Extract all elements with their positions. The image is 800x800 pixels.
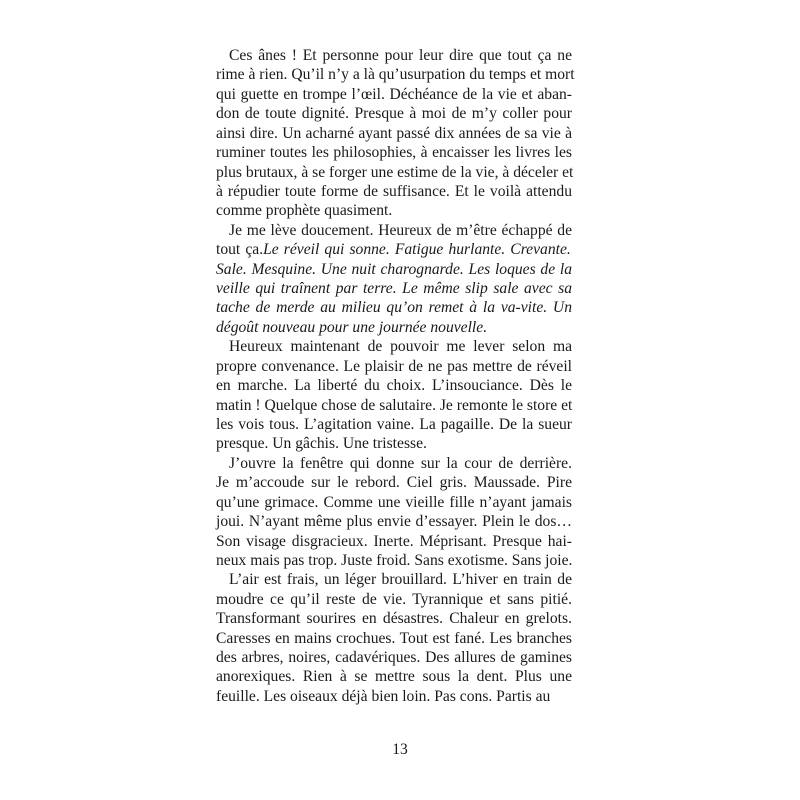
- text-line: [0, 163, 800, 183]
- text-segment: qu’une grimace. Comme une vieille fille n’ayant jamais: [216, 493, 572, 511]
- text-segment: Ces ânes ! Et personne pour leur dire que tout ça ne: [229, 47, 572, 64]
- text-line: [0, 434, 800, 454]
- text-segment: Je me lève doucement. Heureux de m’être échappé de: [229, 221, 572, 239]
- text-line: [0, 124, 800, 144]
- text-line: [0, 473, 800, 493]
- text-segment: à répudier toute forme de suffisance. Et le voilà attendu: [216, 182, 572, 200]
- text-segment: presque. Un gâchis. Une tristesse.: [216, 435, 427, 453]
- text-line: [0, 65, 800, 85]
- text-line: [0, 318, 800, 338]
- text-line: [0, 337, 800, 357]
- text-line: [0, 298, 800, 318]
- text-line: [0, 201, 800, 221]
- text-segment: tout ça.: [216, 241, 264, 259]
- text-segment: moudre ce qu’il reste de vie. Tyrannique et sans pitié.: [216, 590, 572, 608]
- text-line: [0, 104, 800, 124]
- text-line: [0, 532, 800, 552]
- text-segment: qui guette en trompe l’œil. Déchéance de la vie et aban-: [216, 85, 572, 103]
- italic-text-segment: veille qui traînent par terre. Le même slip sale avec sa: [216, 280, 572, 298]
- text-segment: J’ouvre la fenêtre qui donne sur la cour de derrière.: [229, 454, 572, 472]
- text-line: [0, 240, 800, 260]
- text-segment: ruminer toutes les philosophies, à encaisser les livres les: [216, 144, 572, 162]
- text-segment: les vois tous. L’agitation vaine. La pagaille. De la sueur: [216, 415, 572, 433]
- text-segment: en marche. La liberté du choix. L’insouciance. Dès le: [216, 377, 572, 395]
- text-line: [0, 85, 800, 105]
- text-segment: L’air est frais, un léger brouillard. L’hiver en train de: [229, 571, 572, 589]
- italic-text-segment: Sale. Mesquine. Une nuit charognarde. Les loques de la: [216, 260, 572, 278]
- text-line: [0, 454, 800, 474]
- text-line: [0, 493, 800, 513]
- text-segment: Heureux maintenant de pouvoir me lever selon ma: [229, 338, 572, 356]
- text-segment: don de toute dignité. Presque à moi de m’y coller pour: [216, 105, 572, 123]
- text-segment: rime à rien. Qu’il n’y a là qu’usurpation du temps et mort: [216, 66, 575, 84]
- text-line: [0, 551, 800, 571]
- text-line: [0, 687, 800, 707]
- text-line: [0, 590, 800, 610]
- text-segment: Caresses en mains crochues. Tout est fané. Les branches: [216, 629, 572, 647]
- text-segment: des arbres, noires, cadavériques. Des allures de gamines: [216, 649, 572, 667]
- text-segment: feuille. Les oiseaux déjà bien loin. Pas cons. Partis au: [216, 687, 551, 705]
- text-segment: anorexiques. Rien à se mettre sous la dent. Plus une: [216, 668, 572, 686]
- text-line: [0, 357, 800, 377]
- text-segment: propre convenance. Le plaisir de ne pas mettre de réveil: [216, 357, 572, 375]
- text-line: [0, 221, 800, 241]
- text-segment: Je m’accoude sur le rebord. Ciel gris. Maussade. Pire: [216, 474, 572, 492]
- text-segment: neux mais pas trop. Juste froid. Sans exotisme. Sans joie.: [216, 551, 573, 569]
- text-line: [0, 629, 800, 649]
- text-line: [0, 570, 800, 590]
- text-line: [0, 396, 800, 416]
- text-segment: comme prophète quasiment.: [216, 202, 393, 220]
- text-line: [0, 648, 800, 668]
- italic-text-segment: dégoût nouveau pour une journée nouvelle.: [216, 318, 488, 336]
- text-segment: joui. N’ayant même plus envie d’essayer. Plein le dos…: [216, 513, 572, 531]
- italic-text-segment: tache de merde au milieu qu’on remet à la va-vite. Un: [216, 299, 572, 317]
- text-segment: Transformant sourires en désastres. Chaleur en grelots.: [216, 610, 572, 628]
- text-line: [0, 46, 800, 66]
- text-line: [0, 260, 800, 280]
- text-line: [0, 609, 800, 629]
- text-line: [0, 279, 800, 299]
- text-line: [0, 182, 800, 202]
- text-segment: plus brutaux, à se forger une estime de la vie, à déceler et: [216, 163, 574, 181]
- text-segment: matin ! Quelque chose de salutaire. Je remonte le store et: [216, 396, 573, 414]
- page-number: 13: [392, 741, 408, 758]
- text-segment: Son visage disgracieux. Inerte. Méprisant. Presque hai-: [216, 532, 572, 550]
- text-line: [0, 667, 800, 687]
- italic-text-segment: Le réveil qui sonne. Fatigue hurlante. Crevante.: [263, 241, 571, 259]
- text-line: [0, 512, 800, 532]
- text-segment: ainsi dire. Un acharné ayant passé dix années de sa vie à: [216, 124, 572, 142]
- text-line: [0, 376, 800, 396]
- text-line: [0, 415, 800, 435]
- text-line: [0, 143, 800, 163]
